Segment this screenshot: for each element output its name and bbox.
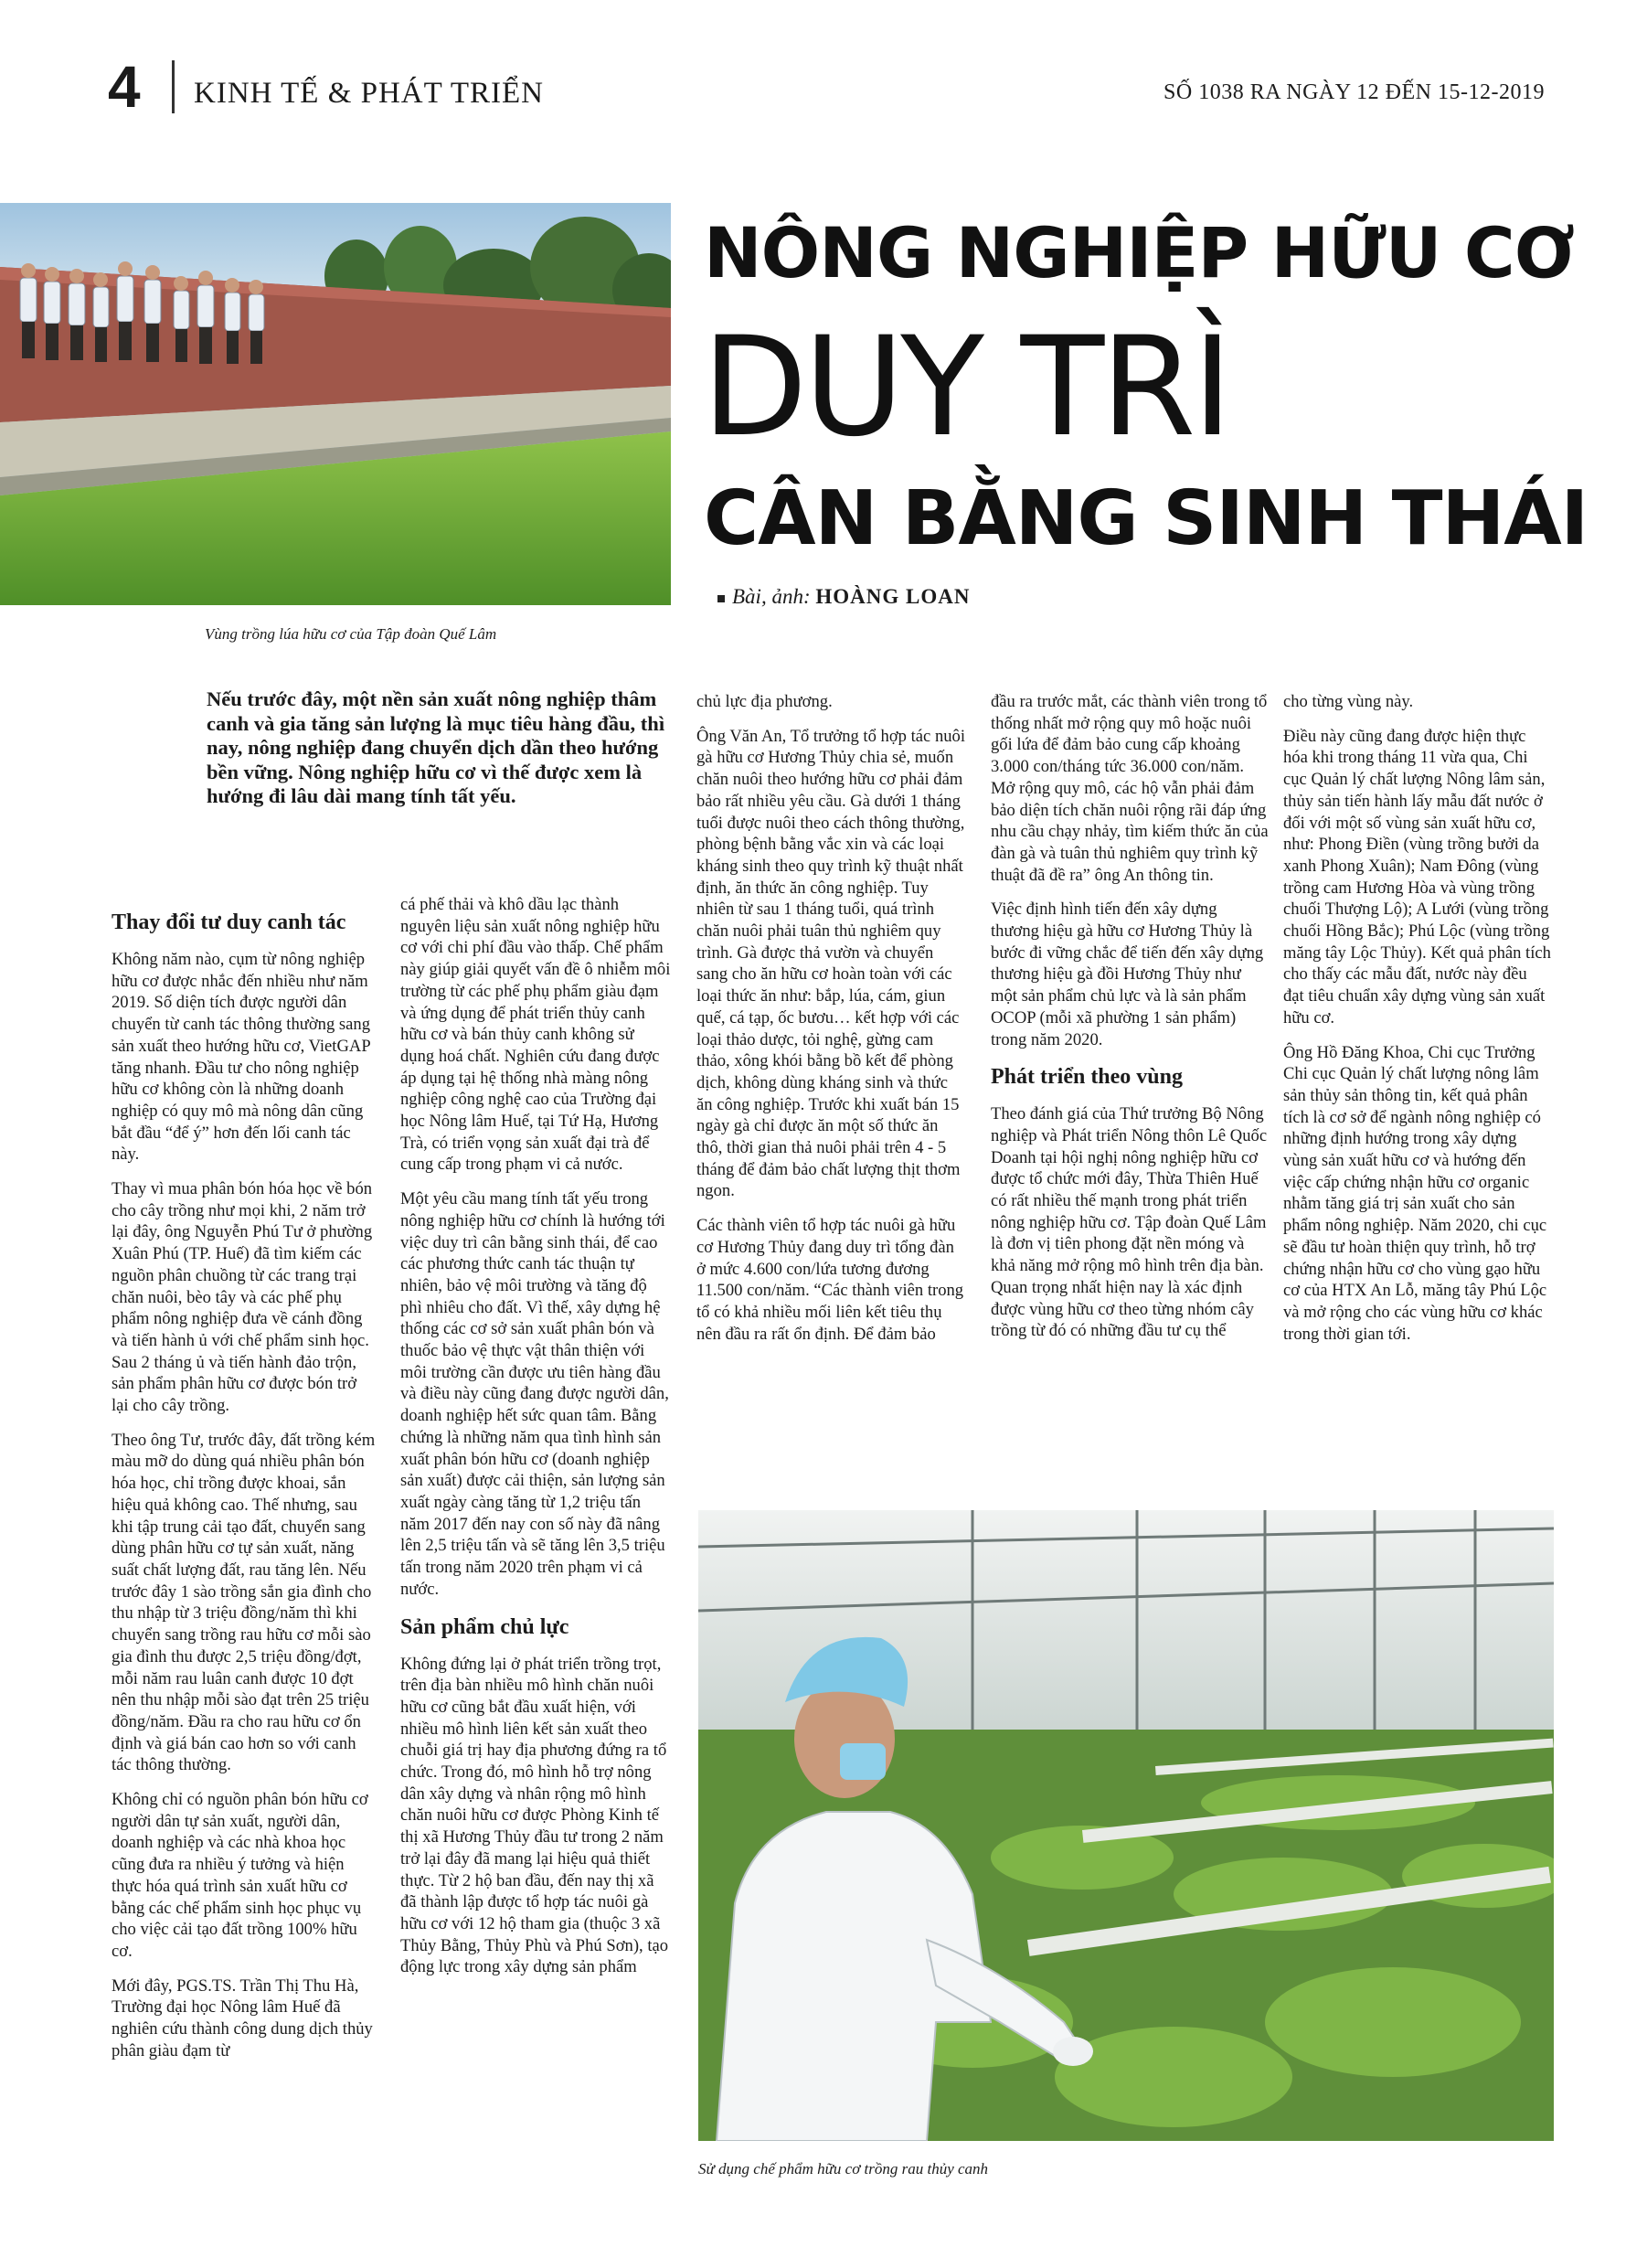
body-paragraph: Theo ông Tư, trước đây, đất trồng kém màu mỡ do dùng quá nhiều phân bón hóa học, chỉ trồng được khoai, sắn hiệu quả không cao. Thế nhưng, sau khi tập trung cải tạo đất, chuyển sang dùng phân hữu cơ tự sản xuất, năng suất chất lượng đất, rau tăng lên. Nếu trước đây 1 sào trồng sắn gia đình cho thu nhập từ 3 triệu đồng/năm thì khi chuyển sang trồng rau hữu cơ mỗi sào gia đình thu được 2,5 triệu đồng/đợt, mỗi năm rau luân canh được 10 đợt nên thu nhập mỗi sào đạt trên 25 triệu đồng/năm. Đầu ra cho rau hữu cơ ổn định và giá bán cao hơn so với canh tác thông thường. [112, 1430, 376, 1775]
byline-label: Bài, ảnh: [732, 585, 811, 608]
body-paragraph: chủ lực địa phương. [696, 692, 833, 711]
issue-info: SỐ 1038 RA NGÀY 12 ĐẾN 15-12-2019 [1164, 80, 1545, 104]
body-paragraph: Việc định hình tiến đến xây dựng thương hiệu gà hữu cơ Hương Thủy là bước đi vững chắc để tiến đến xây dựng thương hiệu gà đồi Hương Thủy như một sản phẩm chủ lực và là sản phẩm OCOP (mỗi xã phường 1 sản phẩm) trong năm 2020. [991, 900, 1264, 1049]
lead-paragraph: Nếu trước đây, một nền sản xuất nông nghiệp thâm canh và gia tăng sản lượng là mục tiêu hàng đầu, thì nay, nông nghiệp đang chuyển dịch dần theo hướng bền vững. Nông nghiệp hữu cơ vì thế được xem là hướng đi lâu dài mang tính tất yếu. [207, 687, 665, 807]
subheading: Phát triển theo vùng [991, 1065, 1183, 1090]
byline-author: HOÀNG LOAN [815, 585, 971, 608]
body-paragraph: Các thành viên tổ hợp tác nuôi gà hữu cơ Hương Thủy đang duy trì tổng đàn ở mức 4.600 con/lứa tương đương 11.500 con/năm. “Các thành viên trong tổ có khả nhiều mối liên kết tiêu thụ nên đầu ra rất ổn định. Để đảm bảo [696, 1216, 964, 1344]
subheading: Sản phẩm chủ lực [400, 1614, 569, 1639]
article-column-3 [696, 691, 967, 1358]
header-divider [172, 60, 175, 113]
headline-line-2: DUY TRÌ [702, 308, 1229, 467]
body-paragraph: Điều này cũng đang được hiện thực hóa khi trong tháng 11 vừa qua, Chi cục Quản lý chất lượng Nông lâm sản, thủy sản tiến hành lấy mẫu đất nước ở đối với một số vùng sản xuất hữu cơ, như: Phong Điền (vùng trồng bưởi da xanh Phong Xuân); Nam Đông (vùng trồng cam Hương Hòa và vùng trồng chuối Thượng Lộ); A Lưới (vùng trồng chuối Hồng Bắc); Phú Lộc (vùng trồng măng tây Lộc Thủy). Kết quả phân tích cho thấy các mẫu đất, nước này đều đạt tiêu chuẩn xây dựng vùng sản xuất hữu cơ. [1283, 726, 1551, 1028]
rice-field-photo [0, 203, 671, 605]
body-paragraph: Không chỉ có nguồn phân bón hữu cơ người dân tự sản xuất, người dân, doanh nghiệp và các nhà khoa học cũng đưa ra nhiều ý tưởng và hiện thực hóa quá trình sản xuất hữu cơ bằng các chế phẩm sinh học phục vụ cho việc cải tạo đất trồng 100% hữu cơ. [112, 1790, 368, 1961]
article-column-2 [400, 894, 671, 1991]
article-column-5 [1283, 691, 1552, 1358]
body-paragraph: cá phế thải và khô dầu lạc thành nguyên liệu sản xuất nông nghiệp hữu cơ với chi phí đầu vào thấp. Chế phẩm này giúp giải quyết vấn đề ô nhiễm môi trường từ các phế phụ phẩm giàu đạm và ứng dụng để phát triển thủy canh hữu cơ và bán thủy canh không sử dụng hoá chất. Nghiên cứu đang được áp dụng tại hệ thống nhà màng nông nghiệp công nghệ cao của Trường đại học Nông lâm Huế, tại Tứ Hạ, Hương Trà, có triển vọng sản xuất đại trà để cung cấp trong phạm vi cả nước. [400, 895, 671, 1175]
body-paragraph: đầu ra trước mắt, các thành viên trong tổ thống nhất mở rộng quy mô hoặc nuôi gối lứa để đảm bảo cung cấp khoảng 3.000 con/tháng tức 36.000 con/năm. Mở rộng quy mô, các hộ vẫn phải đảm bảo diện tích chăn nuôi rộng rãi đáp ứng nhu cầu chạy nhảy, tìm kiếm thức ăn của đàn gà và tuân thủ nghiêm quy trình kỹ thuật đã đề ra” ông An thông tin. [991, 692, 1269, 885]
body-paragraph: Ông Hồ Đăng Khoa, Chi cục Trưởng Chi cục Quản lý chất lượng nông lâm sản thủy sản thông tin, kết quả phân tích là cơ sở để ngành nông nghiệp có những định hướng trong xây dựng vùng sản xuất hữu cơ và hướng đến việc cấp chứng nhận hữu cơ organic nhằm tăng giá trị sản xuất cho sản phẩm nông nghiệp. Năm 2020, chi cục sẽ đầu tư hoàn thiện quy trình, hỗ trợ chứng nhận hữu cơ cho vùng gạo hữu cơ của HTX An Lỗ, măng tây Phú Lộc và mở rộng cho các vùng hữu cơ khác trong thời gian tới. [1283, 1042, 1547, 1344]
byline-bullet [717, 595, 725, 602]
article-column-1 [112, 907, 377, 2074]
article-column-4 [991, 691, 1269, 1355]
headline-line-1: NÔNG NGHIỆP HỮU CƠ [704, 212, 1575, 293]
body-paragraph: cho từng vùng này. [1283, 692, 1414, 711]
body-paragraph: Một yêu cầu mang tính tất yếu trong nông nghiệp hữu cơ chính là hướng tới việc duy trì cân bằng sinh thái, để cao các phương thức canh tác thuận tự nhiên, bảo vệ môi trường và tăng độ phì nhiêu cho đất. Vì thế, xây dựng hệ thống các cơ sở sản xuất phân bón và thuốc bảo vệ thực vật thân thiện với môi trường cần được ưu tiên hàng đầu và điều này cũng đang được người dân, doanh nghiệp hết sức quan tâm. Bằng chứng là những năm qua tình hình sản xuất phân bón hữu cơ (doanh nghiệp sản xuất) được cải thiện, sản lượng sản xuất ngày càng tăng từ 1,2 triệu tấn năm 2017 đến nay con số này đã nâng lên 2,5 triệu tấn và sẽ tăng lên 3,5 triệu tấn trong năm 2020 trên phạm vi cả nước. [400, 1189, 669, 1599]
body-paragraph: Ông Văn An, Tổ trưởng tổ hợp tác nuôi gà hữu cơ Hương Thủy chia sẻ, muốn chăn nuôi theo hướng hữu cơ phải đảm bảo rất nhiều yêu cầu. Gà dưới 1 tháng tuổi được nuôi theo cách thông thường, phòng bệnh bằng vắc xin và các loại kháng sinh theo quy trình kỹ thuật nhất định, ăn thức ăn công nghiệp. Tuy nhiên từ sau 1 tháng tuổi, quá trình chăn nuôi phải tuân thủ nghiêm quy trình. Gà được thả vườn và chuyển sang cho ăn hữu cơ hoàn toàn với các loại thức ăn như: bắp, lúa, cám, giun quế, cá tạp, ốc bươu… kết hợp với các loại thảo dược, tỏi nghệ, gừng cam thảo, xông khói bằng bồ kết để phòng dịch, không dùng kháng sinh và thức ăn công nghiệp. Trước khi xuất bán 15 ngày gà chỉ được ăn một số thức ăn thô, thời gian thả nuôi phải trên 4 - 5 tháng để đảm bảo chất lượng thịt thơm ngon. [696, 726, 965, 1201]
body-paragraph: Không năm nào, cụm từ nông nghiệp hữu cơ được nhắc đến nhiều như năm 2019. Số diện tích được người dân chuyển từ canh tác thông thường sang sản xuất theo hướng hữu cơ, VietGAP tăng nhanh. Đầu tư cho nông nghiệp hữu cơ không còn là những doanh nghiệp có quy mô mà nông dân cũng bắt đầu “để ý” hơn đến lối canh tác này. [112, 950, 371, 1165]
subheading: Thay đổi tư duy canh tác [112, 910, 346, 934]
page-number: 4 [108, 54, 141, 120]
hydroponic-greenhouse-photo [698, 1510, 1554, 2141]
body-paragraph: Thay vì mua phân bón hóa học về bón cho cây trồng như mọi khi, 2 năm trở lại đây, ông Nguyễn Phú Tư ở phường Xuân Phú (TP. Huế) đã tìm kiếm các nguồn phân chuồng từ các trang trại chăn nuôi, bèo tây và các phế phụ phẩm nông nghiệp đưa về cánh đồng và tiến hành ủ với chế phẩm sinh học. Sau 2 tháng ủ và tiến hành đảo trộn, sản phẩm phân hữu cơ được bón trở lại cho cây trồng. [112, 1179, 373, 1416]
body-paragraph: Không đứng lại ở phát triển trồng trọt, trên địa bàn nhiều mô hình chăn nuôi hữu cơ cũng bắt đầu xuất hiện, với nhiều mô hình liên kết sản xuất theo chuỗi giá trị hay địa phương đứng ra tổ chức. Trong đó, mô hình hỗ trợ nông dân xây dựng và nhân rộng mô hình chăn nuôi hữu cơ được Phòng Kinh tế thị xã Hương Thủy đầu tư trong 2 năm trở lại đây đã mang lại hiệu quả thiết thực. Từ 2 hộ ban đầu, đến nay thị xã đã thành lập được tổ hợp tác nuôi gà hữu cơ với 12 hộ tham gia (thuộc 3 xã Thủy Bằng, Thủy Phù và Phú Sơn), tạo động lực trong xây dựng sản phẩm [400, 1654, 669, 1977]
body-paragraph: Mới đây, PGS.TS. Trần Thị Thu Hà, Trường đại học Nông lâm Huế đã nghiên cứu thành công dung dịch thủy phân giàu đạm từ [112, 1975, 373, 2060]
body-paragraph: Theo đánh giá của Thứ trưởng Bộ Nông nghiệp và Phát triển Nông thôn Lê Quốc Doanh tại hội nghị nông nghiệp hữu cơ được tổ chức mới đây, Thừa Thiên Huế có rất nhiều thế mạnh trong phát triển nông nghiệp hữu cơ. Tập đoàn Quế Lâm là đơn vị tiên phong đặt nền móng và khả năng mở rộng mô hình trên địa bàn. Quan trọng nhất hiện nay là xác định được vùng hữu cơ theo từng nhóm cây trồng từ đó có những đầu tư cụ thể [991, 1104, 1268, 1341]
section-name: KINH TẾ & PHÁT TRIỂN [194, 77, 544, 110]
bottom-photo-caption: Sử dụng chế phẩm hữu cơ trồng rau thủy canh [698, 2160, 989, 2177]
byline [717, 585, 970, 609]
top-photo-caption: Vùng trồng lúa hữu cơ của Tập đoàn Quế Lâm [205, 625, 497, 643]
headline-line-3: CÂN BẰNG SINH THÁI [704, 475, 1589, 562]
